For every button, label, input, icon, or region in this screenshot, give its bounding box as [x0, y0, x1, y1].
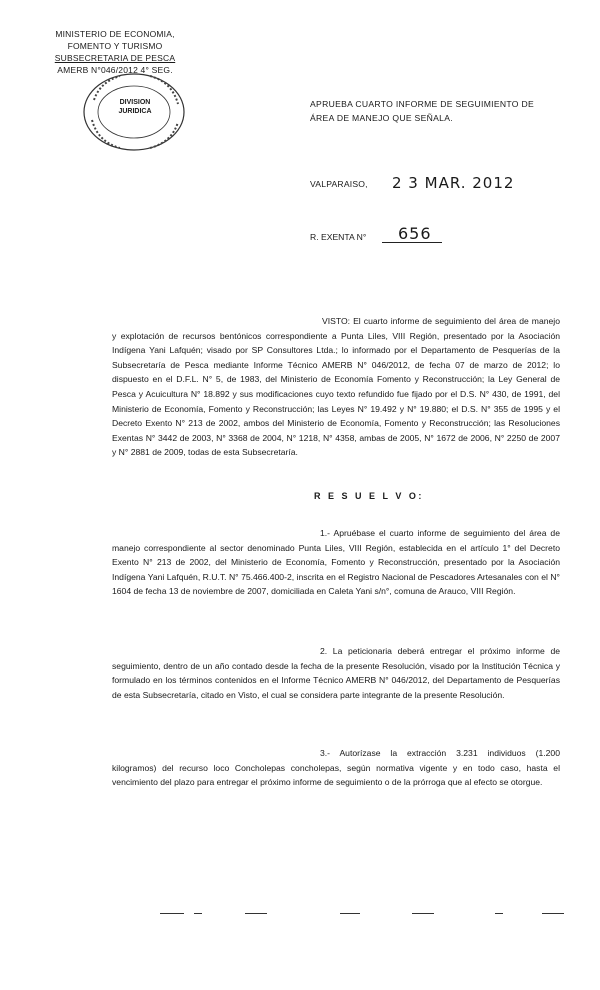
resuelvo-heading: R E S U E L V O:: [314, 491, 424, 501]
resolution-item-1: 1.- Apruébase el cuarto informe de seguimiento del área de manejo correspondiente al sector denominado Punta Liles, VIII Región, establecida en el artículo 1° del Decreto Exento N° 213 de 2002, del Ministerio de Economía, Fomento y Reconstrucción, presentado por la Asociación Indígena Yani Lafquén, R.U.T. N° 75.466.400-2, inscrita en el Registro Nacional de Pescadores Artesanales con el N° 1604 de fecha 13 de noviembre de 2007, domiciliada en Caleta Yani s/n°, comuna de Arauco, VIII Región.: [112, 528, 560, 597]
resolution-label: R. EXENTA N°: [310, 232, 367, 242]
date-line: [310, 174, 560, 196]
stamp-label-top: DIVISION: [119, 99, 151, 106]
resolution-number-line: [310, 226, 510, 248]
subsecretaria-name: SUBSECRETARIA DE PESCA: [54, 53, 176, 63]
stamp-label: [114, 98, 156, 116]
visto-paragraph: VISTO: El cuarto informe de seguimiento del área de manejo y explotación de recursos bentónicos correspondiente a Punta Liles, VIII Región, presentado por la Asociación Indígena Yani Lafquén; visado por SP Consultores Ltda.; lo informado por el Departamento de Pesquerías de la Subsecretaría de Pesca mediante Informe Técnico AMERB N° 046/2012, de fecha 07 de marzo de 2012; lo dispuesto en el D.F.L. N° 5, de 1983, del Ministerio de Economía Fomento y Reconstrucción; la Ley General de Pesca y Acuicultura N° 18.892 y sus modificaciones cuyo texto refundido fue fijado por el D.S. N° 430, de 1991, del Ministerio de Economía, Fomento y Reconstrucción; las Leyes N° 19.492 y N° 19.880; el D.S. N° 355 de 1995 y el Decreto Exento N° 213 de 2002, ambos del Ministerio de Economía, Fomento y Reconstrucción; las Resoluciones Exentas N° 3442 de 2003, N° 3368 de 2004, N° 1218, N° 4358, ambas de 2005, N° 1672 de 2006, N° 2250 de 2007 y N° 2881 de 2009, todas de esta Subsecretaría.: [112, 316, 560, 458]
stamp-label-bottom: JURIDICA: [118, 108, 152, 115]
resolution-item-2: 2. La peticionaria deberá entregar el próximo informe de seguimiento, dentro de un año contado desde la fecha de la presente Resolución, visado por la Institución Técnica y formulado en los términos contenidos en el Informe Técnico AMERB N° 046/2012, del Departamento de Pesquerías de esta Subsecretaría, citado en Visto, el cual se considera parte integrante de la presente Resolución.: [112, 646, 560, 700]
ministry-name-line2: FOMENTO Y TURISMO: [67, 41, 163, 51]
date-stamp: 2 3 MAR. 2012: [392, 174, 515, 192]
ministry-header: [50, 28, 180, 76]
amerb-reference: AMERB N°046/2012 4° SEG.: [57, 65, 173, 75]
resolution-number: 656: [398, 224, 432, 243]
document-subject: APRUEBA CUARTO INFORME DE SEGUIMIENTO DE ÁREA DE MANEJO QUE SEÑALA.: [310, 99, 535, 123]
ministry-name-line1: MINISTERIO DE ECONOMIA,: [55, 29, 175, 39]
resolution-item-3: 3.- Autorízase la extracción 3.231 individuos (1.200 kilogramos) del recurso loco Concholepas concholepas, según normativa vigente y en todo caso, hasta el vencimiento del plazo para entregar el próximo informe de seguimiento o de la prórroga que al efecto se otorgue.: [112, 748, 560, 788]
date-city: VALPARAISO,: [310, 179, 368, 189]
division-juridica-stamp: [80, 70, 188, 154]
footer-separator: [150, 913, 570, 917]
